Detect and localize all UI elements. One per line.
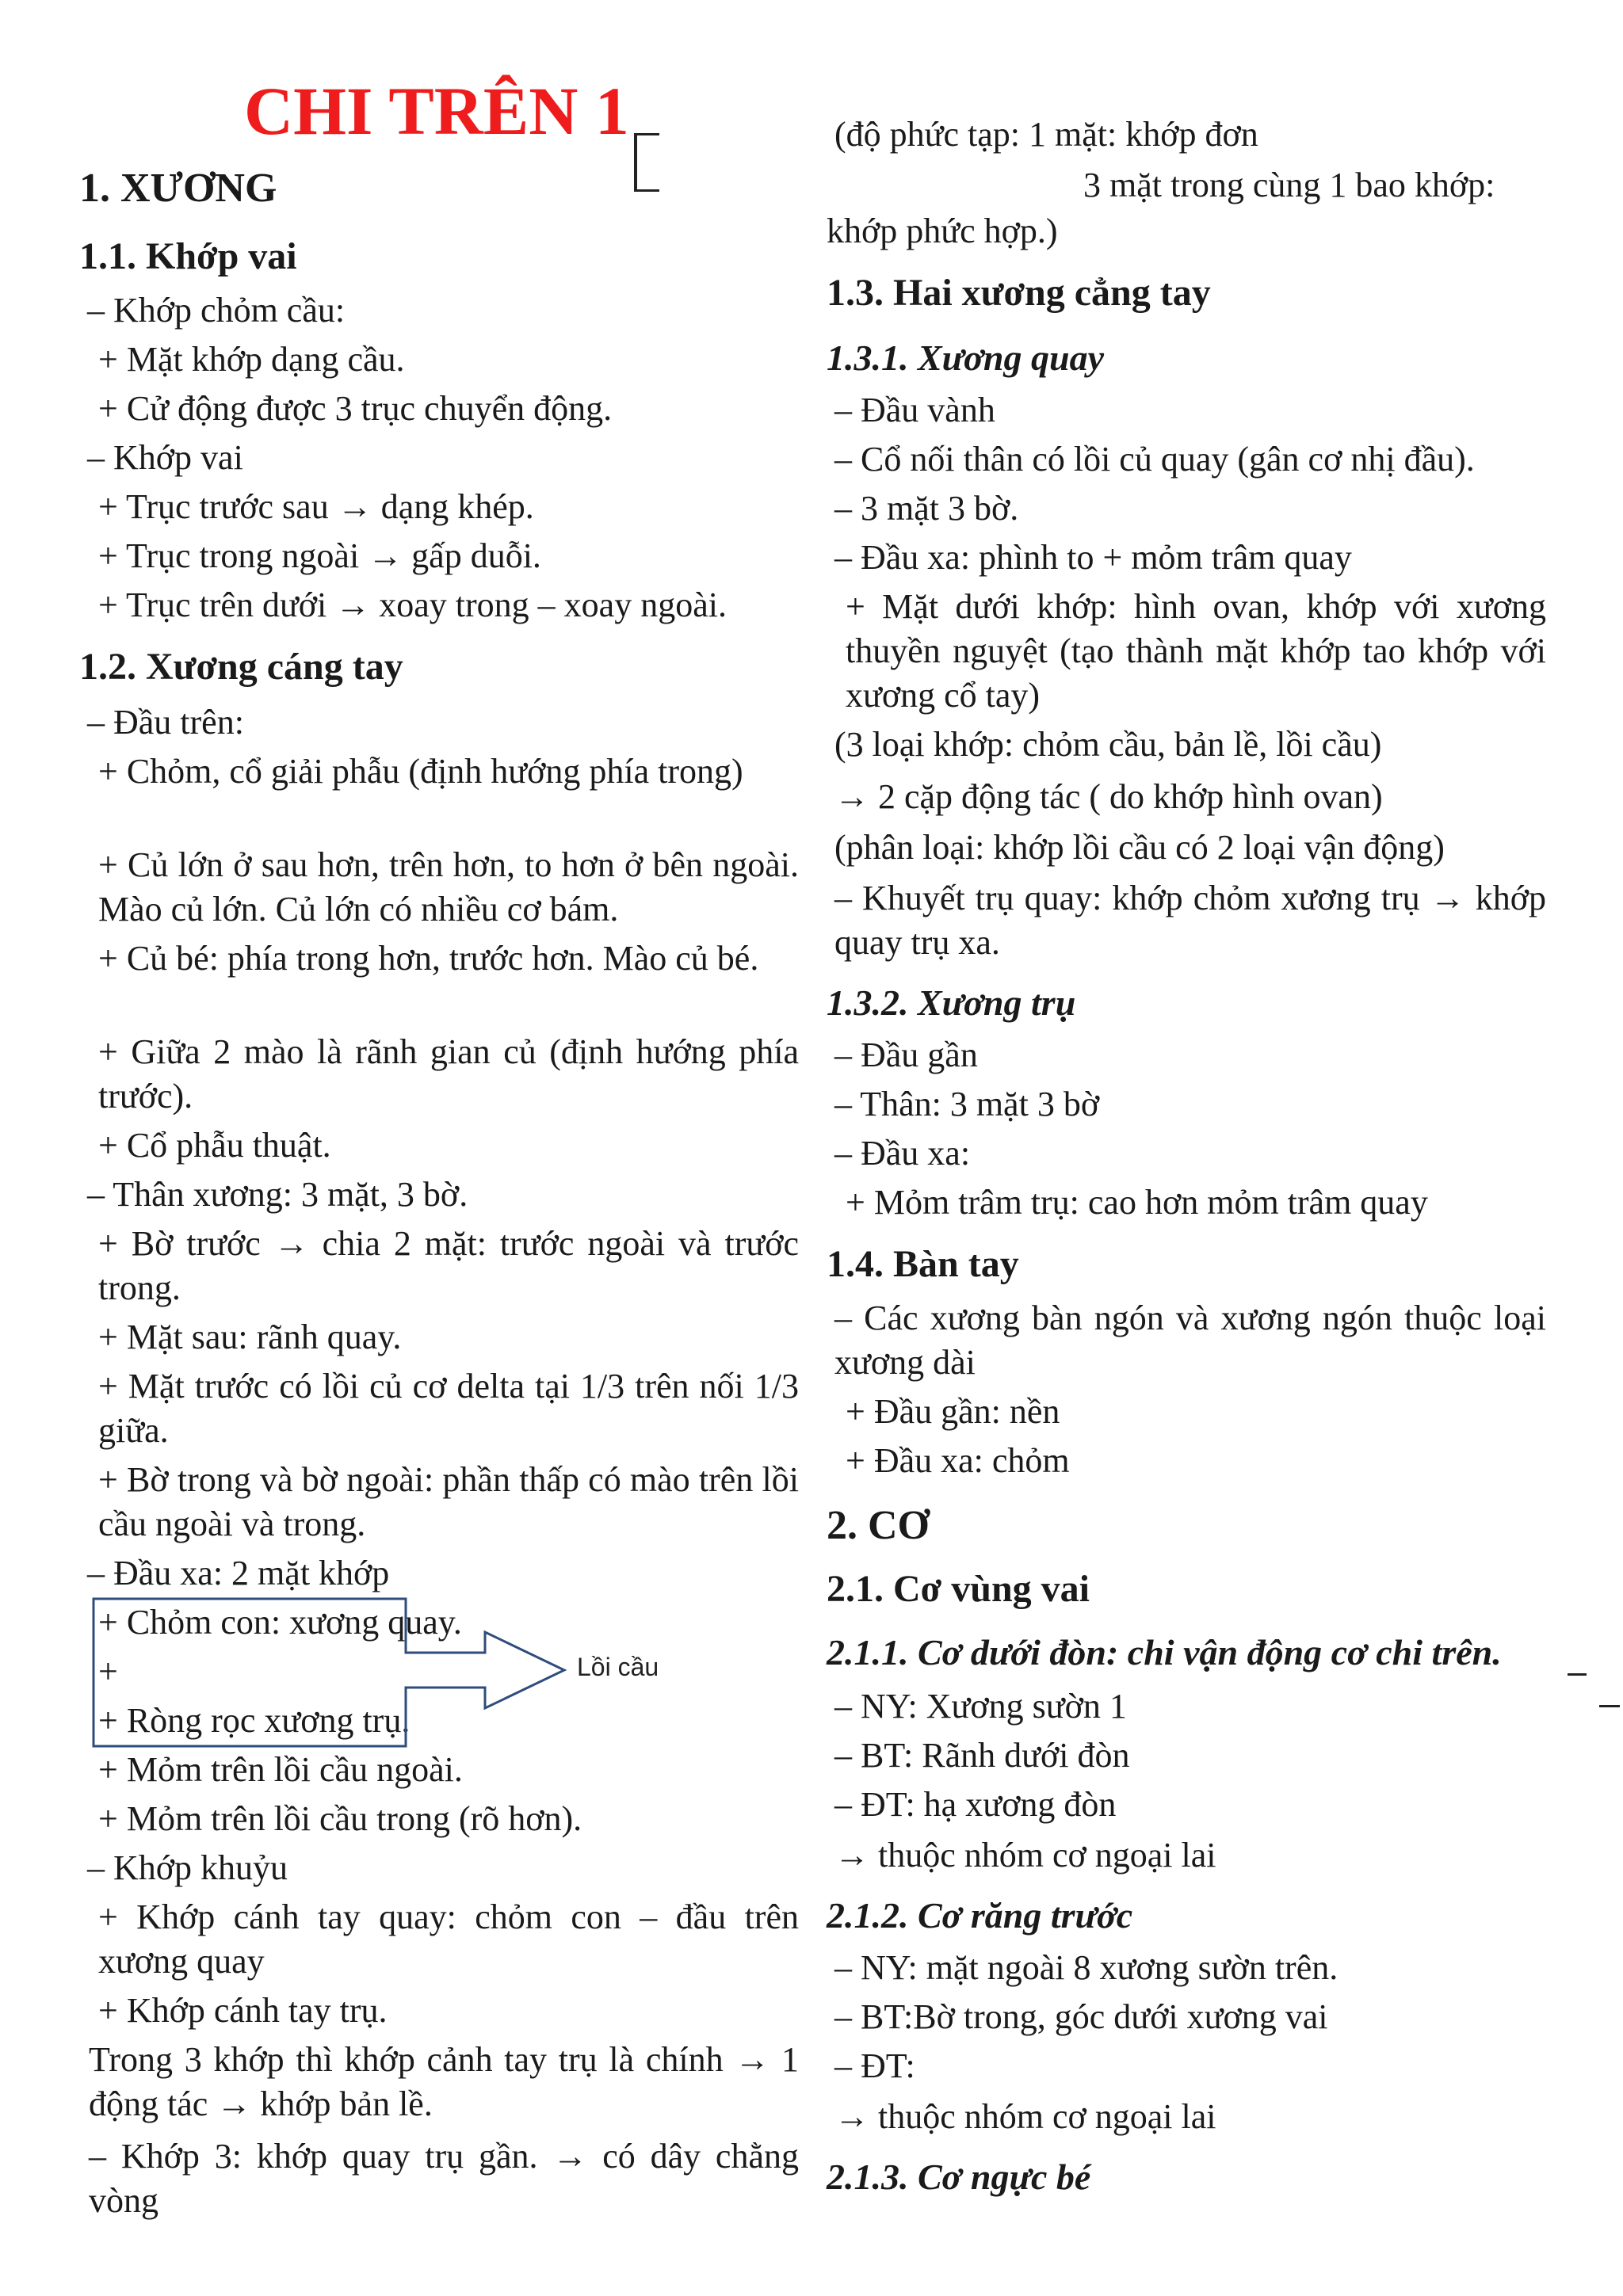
stray-mark [1599,1705,1620,1707]
text-line: – NY: mặt ngoài 8 xương sườn trên. [834,1948,1338,1987]
text-line: + Chỏm con: xương quay. [98,1603,462,1642]
text-line: + Trục trước sau → dạng khép. [98,487,534,526]
text-line: – Đầu xa: phình to + mỏm trâm quay [834,538,1352,577]
text-line: (phân loại: khớp lồi cầu có 2 loại vận động) [834,828,1445,867]
subsubsection-heading: 1.3.1. Xương quay [827,338,1105,378]
text-line: + Cử động được 3 trục chuyển động. [98,389,613,428]
text-line: – NY: Xương sườn 1 [834,1687,1127,1726]
subsubsection-heading: 1.3.2. Xương trụ [827,982,1076,1023]
text-line: + Mỏm trâm trụ: cao hơn mỏm trâm quay [846,1183,1428,1222]
text-line: (3 loại khớp: chỏm cầu, bản lề, lồi cầu) [834,725,1382,764]
subsection-heading: 1.1. Khớp vai [79,235,297,277]
text-line: + Trục trong ngoài → gấp duỗi. [98,536,541,575]
text-line: – Đầu xa: 2 mặt khớp [87,1554,390,1592]
text-paragraph: + Mặt dưới khớp: hình ovan, khớp với xương thuyền nguyệt (tạo thành mặt khớp tao khớp với xương cổ tay) [846,587,1546,715]
text-line: → thuộc nhóm cơ ngoại lai [834,1836,1216,1875]
page-title: CHI TRÊN 1 [244,73,629,149]
text-line: + Trục trên dưới → xoay trong – xoay ngoài. [98,585,727,624]
text-paragraph: + Bờ trong và bờ ngoài: phần thấp có mào trên lồi cầu ngoài và trong. [98,1460,799,1543]
text-line: – Thân xương: 3 mặt, 3 bờ. [87,1175,468,1214]
text-paragraph: + Bờ trước → chia 2 mặt: trước ngoài và trước trong. [98,1224,799,1307]
text-line: – BT:Bờ trong, góc dưới xương vai [834,1997,1328,2036]
text-line: → thuộc nhóm cơ ngoại lai [834,2097,1216,2136]
text-line: – Đầu gần [834,1035,978,1074]
text-line: + Mặt sau: rãnh quay. [98,1318,402,1356]
arrow-label: Lồi cầu [577,1653,659,1681]
subsection-heading: 2.1. Cơ vùng vai [827,1568,1090,1610]
text-line: – 3 mặt 3 bờ. [834,489,1019,528]
text-line: – Khớp chỏm cầu: [87,291,346,330]
text-paragraph: – Các xương bàn ngón và xương ngón thuộc loại xương dài [834,1299,1546,1382]
subsubsection-heading: 2.1.2. Cơ răng trước [827,1895,1133,1936]
text-line: + Mặt khớp dạng cầu. [98,340,405,379]
text-line: – Thân: 3 mặt 3 bờ [834,1085,1100,1123]
text-paragraph: + Củ bé: phía trong hơn, trước hơn. Mào củ bé. [98,939,759,978]
text-line: – Cổ nối thân có lồi củ quay (gân cơ nhị đầu). [834,440,1475,479]
text-line: 3 mặt trong cùng 1 bao khớp: [1083,166,1495,204]
text-line: + Đầu gần: nền [846,1392,1060,1431]
text-line: khớp phức hợp.) [827,212,1058,250]
text-line: + Khớp cánh tay trụ. [98,1991,388,2030]
text-line: – ĐT: hạ xương đòn [834,1785,1117,1824]
text-paragraph: + Khớp cánh tay quay: chỏm con – đầu trên xương quay [98,1897,799,1981]
text-line: + [98,1652,118,1691]
subsection-heading: 1.4. Bàn tay [827,1243,1019,1285]
subsubsection-heading: 2.1.1. Cơ dưới đòn: chi vận động cơ chi trên. [827,1632,1502,1672]
text-paragraph: + Chỏm, cổ giải phẫu (định hướng phía trong) [98,752,743,791]
subsection-heading: 1.3. Hai xương cẳng tay [827,272,1211,314]
subsubsection-heading: 2.1.3. Cơ ngực bé [827,2157,1091,2197]
text-paragraph: – Khuyết trụ quay: khớp chỏm xương trụ → khớp quay trụ xa. [834,879,1546,962]
text-line: + Đầu xa: chỏm [846,1441,1070,1480]
annotation-box [94,1599,564,1746]
subsection-heading: 1.2. Xương cáng tay [79,646,403,688]
text-paragraph: + Mặt trước có lồi củ cơ delta tại 1/3 trên nối 1/3 giữa. [98,1367,799,1450]
text-line: – Đầu trên: [87,703,244,742]
stray-mark [1568,1673,1587,1676]
text-paragraph: + Củ lớn ở sau hơn, trên hơn, to hơn ở bên ngoài. Mào củ lớn. Củ lớn có nhiều cơ bám. [98,845,799,929]
text-line: + Mỏm trên lồi cầu ngoài. [98,1750,463,1789]
text-line: – Đầu xa: [834,1134,971,1173]
text-paragraph: Trong 3 khớp thì khớp cảnh tay trụ là chính → 1 động tác → khớp bản lề. [89,2040,799,2123]
text-line: – Khớp khuỷu [87,1848,288,1887]
text-line: – BT: Rãnh dưới đòn [834,1736,1130,1775]
section-heading: 2. CƠ [827,1503,930,1548]
text-line: + Ròng rọc xương trụ. [98,1701,411,1740]
text-line: – Đầu vành [834,391,995,429]
text-line: → 2 cặp động tác ( do khớp hình ovan) [834,777,1383,816]
text-paragraph: – Khớp 3: khớp quay trụ gần. → có dây chằng vòng [89,2137,799,2220]
text-line: – Khớp vai [87,438,243,477]
section-heading: 1. XƯƠNG [79,166,277,211]
text-line: + Cổ phẫu thuật. [98,1126,331,1165]
text-line: + Mỏm trên lồi cầu trong (rõ hơn). [98,1799,582,1838]
text-paragraph: + Giữa 2 mào là rãnh gian củ (định hướng phía trước). [98,1032,799,1116]
text-line: (độ phức tạp: 1 mặt: khớp đơn [834,115,1258,154]
text-line: – ĐT: [834,2046,915,2085]
